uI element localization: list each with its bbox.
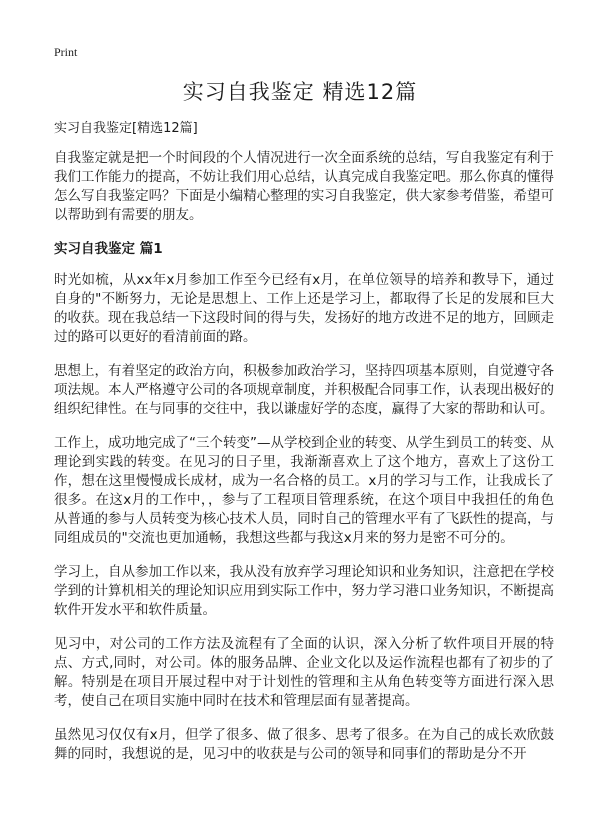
section-heading: 实习自我鉴定 篇1 [54,241,163,257]
intro-paragraph: 自我鉴定就是把一个时间段的个人情况进行一次全面系统的总结，写自我鉴定有利于我们工作能力的提高，不妨让我们用心总结，认真完成自我鉴定吧。那么你真的懂得怎么写自我鉴定吗？下面是小编精心整理的实习自我鉴定，供大家参考借鉴，希望可以帮助到有需要的朋友。 [54,150,554,223]
document-body [54,120,554,779]
body-paragraph: 时光如梳，从xx年x月参加工作至今已经有x月，在单位领导的培养和教导下，通过自身的"不断努力，无论是思想上、工作上还是学习上，都取得了长足的发展和巨大的收获。现在我总结一下这段时间的得与失，发扬好的地方改进不足的地方，回顾走过的路可以更好的看清前面的路。 [54,272,554,345]
print-link[interactable]: Print [54,45,78,59]
page-title: 实习自我鉴定 精选12篇 [182,80,418,104]
body-paragraph: 见习中，对公司的工作方法及流程有了全面的认识，深入分析了软件项目开展的特点、方式,同时，对公司。体的服务品牌、企业文化以及运作流程也都有了初步的了解。特别是在项目开展过程中对于计划性的管理和主从角色转变等方面进行深入思考，使自己在项目实施中同时在技术和管理层面有显著提高。 [54,636,554,709]
body-paragraph: 虽然见习仅仅有x月，但学了很多、做了很多、思考了很多。在为自己的成长欢欣鼓舞的同时，我想说的是，见习中的收获是与公司的领导和同事们的帮助是分不开 [54,727,554,762]
document-subtitle: 实习自我鉴定[精选12篇] [54,121,198,136]
body-paragraph: 思想上，有着坚定的政治方向，积极参加政治学习，坚持四项基本原则，自觉遵守各项法规。本人严格遵守公司的各项规章制度，并积极配合同事工作，认表现出极好的组织纪律性。在与同事的交往中，我以谦虚好学的态度，赢得了大家的帮助和认可。 [54,363,554,417]
body-paragraph: 学习上，自从参加工作以来，我从没有放弃学习理论知识和业务知识，注意把在学校学到的计算机相关的理论知识应用到实际工作中，努力学习港口业务知识，不断提高软件开发水平和软件质量。 [54,564,554,618]
body-paragraph: 工作上，成功地完成了“三个转变”—从学校到企业的转变、从学生到员工的转变、从理论到实践的转变。在见习的日子里，我渐渐喜欢上了这个地方，喜欢上了这份工作，想在这里慢慢成长成材，成为一名合格的员工。x月的学习与工作，让我成长了很多。在这x月的工作中，，参与了工程项目管理系统，在这个项目中我担任的角色从普通的参与人员转变为核心技术人员，同时自己的管理水平有了飞跃性的提高，与同组成员的"交流也更加通畅，我想这些都与我这x月来的努力是密不可分的。 [54,435,554,546]
